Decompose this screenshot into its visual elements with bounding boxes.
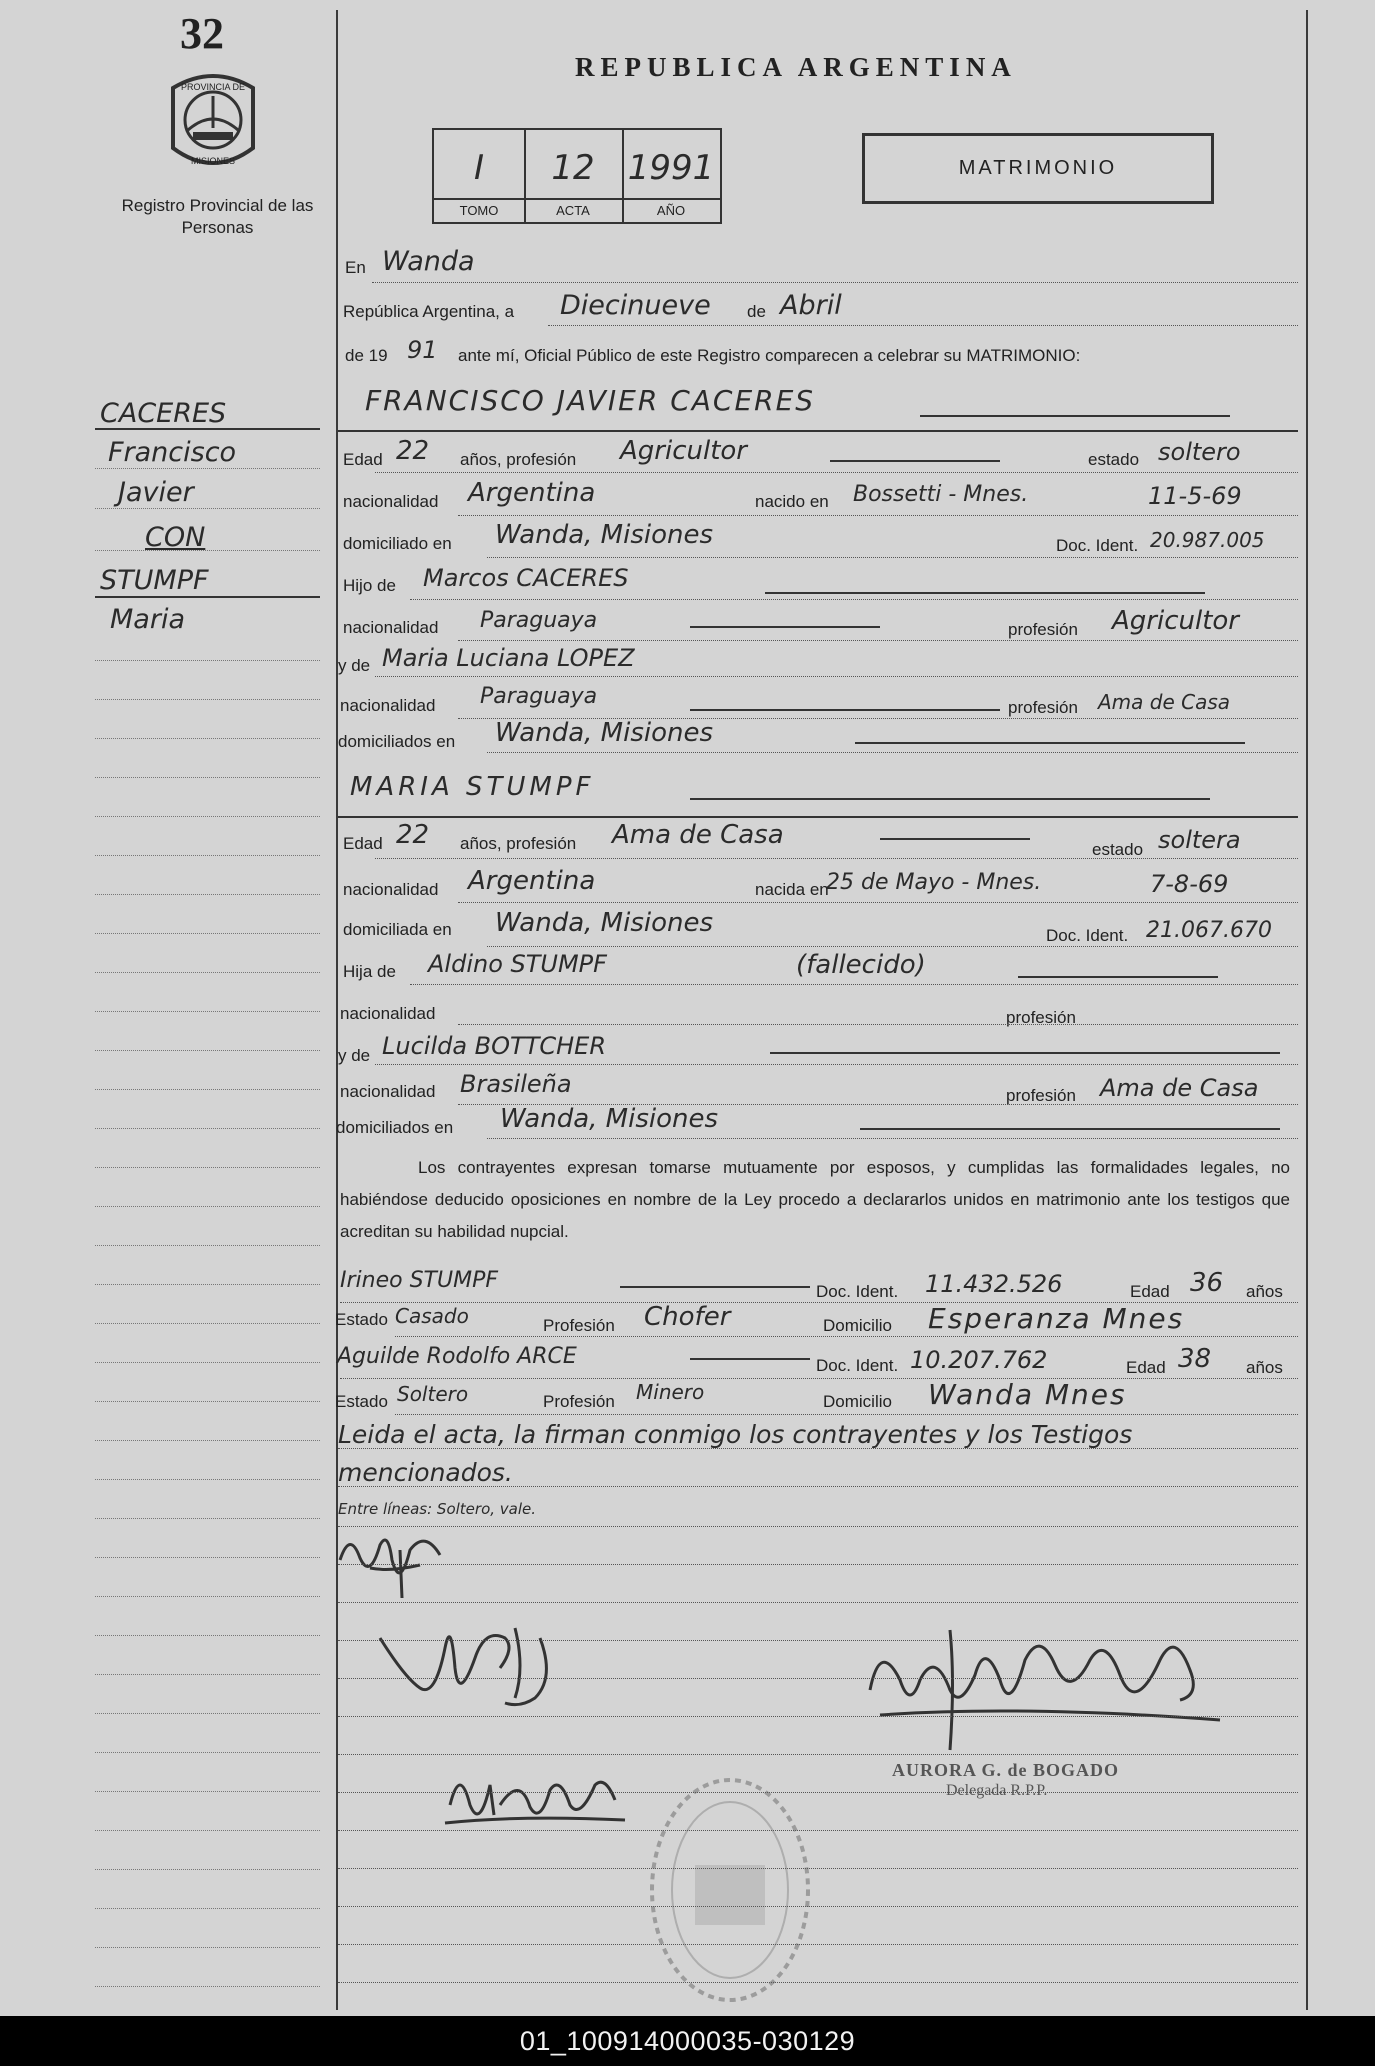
book-reference-box <box>432 128 722 224</box>
groom-profession-label: años, profesión <box>460 450 577 469</box>
groom-nationality-label: nacionalidad <box>343 492 439 511</box>
groom-father-nationality: Paraguaya <box>480 608 598 633</box>
margin-ruled-line <box>95 894 320 895</box>
margin-ruled-line <box>95 855 320 856</box>
margin-surname-bride: STUMPF <box>100 565 209 596</box>
groom-mother-nationality: Paraguaya <box>480 684 598 709</box>
ruled-line <box>338 1526 1298 1527</box>
ruled-line <box>338 1640 1298 1641</box>
margin-ruled-line <box>95 1011 320 1012</box>
ruled-line <box>338 1944 1298 1945</box>
margin-ruled-line <box>95 1986 320 1987</box>
witness2-status: Soltero <box>397 1382 469 1406</box>
margin-ruled-line <box>95 1440 320 1441</box>
groom-mother-profession-label: profesión <box>1008 698 1078 717</box>
bride-name: MARIA STUMPF <box>350 772 595 802</box>
bride-father: Aldino STUMPF <box>428 950 607 978</box>
de-label: de <box>747 302 766 321</box>
witness1-status-label: Estado <box>335 1310 388 1329</box>
declaration-text: Los contrayentes expresan tomarse mutuamente por esposos, y cumplidas las formalidades legales, no habiéndose deducido oposiciones en nombre de la Ley procedo a declararlos unidos en matrimonio ante los testigos que acreditan su habilidad nupcial. <box>340 1158 1290 1241</box>
margin-ruled-line <box>95 933 320 934</box>
margin-ruled-line <box>95 1713 320 1714</box>
margin-ruled-line <box>95 699 320 700</box>
act-type-box: MATRIMONIO <box>862 133 1214 204</box>
margin-middlename-groom: Javier <box>118 477 194 508</box>
groom-mother-nationality-label: nacionalidad <box>340 696 436 715</box>
year-suffix: 91 <box>407 336 438 364</box>
groom-doc: 20.987.005 <box>1150 528 1265 552</box>
bride-status: soltera <box>1158 826 1241 854</box>
witness2-address: Wanda Mnes <box>928 1378 1127 1411</box>
place-value: Wanda <box>382 246 475 277</box>
groom-father: Marcos CACERES <box>423 564 629 592</box>
bride-birthplace-label: nacida en <box>755 880 829 899</box>
margin-ruled-line <box>95 777 320 778</box>
groom-mother-label: y de <box>338 656 371 675</box>
margin-ruled-line <box>95 1284 320 1285</box>
witness2-address-label: Domicilio <box>823 1392 892 1411</box>
bride-nationality-label: nacionalidad <box>343 880 439 899</box>
tomo-label: TOMO <box>434 198 524 218</box>
witness2-name: Aguilde Rodolfo ARCE <box>337 1344 577 1369</box>
groom-age-label: Edad <box>343 450 383 469</box>
signature-note: Entre líneas: Soltero, vale. <box>338 1500 537 1518</box>
groom-father-nationality-label: nacionalidad <box>343 618 439 637</box>
margin-surname-groom: CACERES <box>100 398 227 429</box>
anio-label: AÑO <box>622 198 720 218</box>
witness1-age-label: Edad <box>1130 1282 1170 1301</box>
signature-bride <box>365 1608 575 1718</box>
bride-father-profession-label: profesión <box>1006 1008 1076 1027</box>
month-value: Abril <box>780 290 842 321</box>
ruled-line <box>338 1754 1298 1755</box>
anio-value: 1991 <box>627 148 715 188</box>
acta-value: 12 <box>551 148 595 188</box>
margin-ruled-line <box>95 1050 320 1051</box>
tomo-value: I <box>473 148 485 188</box>
ruled-line <box>338 1982 1298 1983</box>
republica-label: República Argentina, a <box>343 302 515 321</box>
witness1-doc: 11.432.526 <box>925 1270 1063 1298</box>
margin-ruled-line <box>95 1245 320 1246</box>
en-label: En <box>345 258 366 277</box>
seal-bottom-text: MISIONES <box>190 156 236 166</box>
witness1-age: 36 <box>1190 1268 1224 1298</box>
margin-ruled-line <box>95 738 320 739</box>
bride-profession: Ama de Casa <box>612 820 784 850</box>
footer-bar <box>0 2016 1375 2066</box>
ruled-line <box>338 1906 1298 1907</box>
ruled-line <box>338 1602 1298 1603</box>
closing-note: Leida el acta, la firman conmigo los contrayentes y los Testigos mencionados. <box>338 1420 1133 1487</box>
bride-father-note: (fallecido) <box>796 950 926 980</box>
margin-ruled-line <box>95 660 320 661</box>
margin-ruled-line <box>95 1167 320 1168</box>
footer-id: 01_100914000035-030129 <box>519 2026 856 2056</box>
signature-groom <box>330 1510 470 1600</box>
official-name: AURORA G. de BOGADO <box>892 1760 1120 1780</box>
country-title: REPUBLICA ARGENTINA <box>575 52 1017 82</box>
signature-witness <box>430 1745 640 1835</box>
witness2-status-label: Estado <box>335 1392 388 1411</box>
groom-address: Wanda, Misiones <box>495 520 714 550</box>
margin-ruled-line <box>95 1557 320 1558</box>
bride-father-nationality-label: nacionalidad <box>340 1004 436 1023</box>
bride-profession-label: años, profesión <box>460 834 577 853</box>
ruled-line <box>338 1792 1298 1793</box>
bride-age: 22 <box>396 820 430 850</box>
bride-age-label: Edad <box>343 834 383 853</box>
margin-ruled-line <box>95 1401 320 1402</box>
groom-parents-address: Wanda, Misiones <box>495 718 714 748</box>
bride-birthplace: 25 de Mayo - Mnes. <box>826 870 1042 895</box>
margin-ruled-line <box>95 1635 320 1636</box>
margin-ruled-line <box>95 1362 320 1363</box>
margin-ruled-line <box>95 972 320 973</box>
registry-name: Registro Provincial de las Personas <box>121 196 314 237</box>
margin-ruled-line <box>95 1518 320 1519</box>
bride-mother-nationality: Brasileña <box>460 1070 572 1098</box>
witness2-years-label: años <box>1246 1358 1283 1377</box>
witness1-doc-label: Doc. Ident. <box>816 1282 899 1301</box>
bride-parents-address: Wanda, Misiones <box>500 1104 719 1134</box>
groom-father-profession: Agricultor <box>1112 606 1239 636</box>
page-number: 32 <box>180 9 224 58</box>
groom-parents-address-label: domiciliados en <box>338 732 456 751</box>
bride-father-label: Hija de <box>343 962 396 981</box>
witness1-profession-label: Profesión <box>543 1316 615 1335</box>
acta-label: ACTA <box>524 198 622 218</box>
signature-official <box>860 1620 1240 1760</box>
ruled-line <box>338 1868 1298 1869</box>
bride-parents-address-label: domiciliados en <box>336 1118 454 1137</box>
witness2-age-label: Edad <box>1126 1358 1166 1377</box>
bride-doc: 21.067.670 <box>1146 918 1272 943</box>
bride-mother-nationality-label: nacionalidad <box>340 1082 436 1101</box>
bride-mother-profession-label: profesión <box>1006 1086 1076 1105</box>
groom-birthplace: Bossetti - Mnes. <box>853 482 1029 507</box>
margin-ruled-line <box>95 816 320 817</box>
margin-divider <box>336 10 338 2010</box>
right-border <box>1306 10 1308 2010</box>
witness2-doc-label: Doc. Ident. <box>816 1356 899 1375</box>
groom-mother-profession: Ama de Casa <box>1098 690 1231 714</box>
margin-ruled-line <box>95 1674 320 1675</box>
bride-mother-label: y de <box>338 1046 371 1065</box>
margin-ruled-line <box>95 1908 320 1909</box>
margin-ruled-line <box>95 1869 320 1870</box>
groom-doc-label: Doc. Ident. <box>1056 536 1139 555</box>
margin-ruled-line <box>95 1206 320 1207</box>
bride-mother-profession: Ama de Casa <box>1100 1074 1259 1102</box>
groom-birthplace-label: nacido en <box>755 492 829 511</box>
witness1-profession: Chofer <box>644 1302 731 1332</box>
witness1-address-label: Domicilio <box>823 1316 892 1335</box>
groom-father-label: Hijo de <box>343 576 396 595</box>
margin-ruled-line <box>95 1791 320 1792</box>
margin-ruled-line <box>95 1089 320 1090</box>
appearance-statement: ante mí, Oficial Público de este Registro comparecen a celebrar su MATRIMONIO: <box>458 346 1081 365</box>
ruled-line <box>338 1678 1298 1679</box>
groom-status-label: estado <box>1088 450 1140 469</box>
year-prefix: de 19 <box>345 346 388 365</box>
bride-birthdate: 7-8-69 <box>1150 870 1229 898</box>
margin-ruled-line <box>95 1479 320 1480</box>
witness2-age: 38 <box>1178 1344 1212 1374</box>
province-seal-icon <box>163 68 263 180</box>
bride-doc-label: Doc. Ident. <box>1046 926 1129 945</box>
seal-top-text: PROVINCIA DE <box>180 82 246 92</box>
witness2-profession-label: Profesión <box>543 1392 615 1411</box>
groom-profession: Agricultor <box>620 436 747 466</box>
official-stamp-icon <box>640 1770 820 2010</box>
bride-nationality: Argentina <box>468 866 596 896</box>
margin-firstname-bride: Maria <box>110 604 185 635</box>
groom-mother: Maria Luciana LOPEZ <box>382 644 635 672</box>
witness2-profession: Minero <box>636 1380 705 1404</box>
bride-mother: Lucilda BOTTCHER <box>382 1032 607 1060</box>
witness1-name: Irineo STUMPF <box>340 1268 498 1293</box>
official-title: Delegada R.P.P. <box>946 1782 1048 1799</box>
witness1-address: Esperanza Mnes <box>928 1302 1185 1335</box>
margin-ruled-line <box>95 1596 320 1597</box>
bride-address: Wanda, Misiones <box>495 908 714 938</box>
margin-ruled-line <box>95 1752 320 1753</box>
ruled-line <box>338 1830 1298 1831</box>
margin-ruled-line <box>95 1323 320 1324</box>
margin-ruled-line <box>95 1128 320 1129</box>
witness2-doc: 10.207.762 <box>910 1346 1048 1374</box>
bride-status-label: estado <box>1092 840 1144 859</box>
ruled-line <box>338 1716 1298 1717</box>
day-value: Diecinueve <box>560 290 711 321</box>
ruled-line <box>338 1564 1298 1565</box>
bride-address-label: domiciliada en <box>343 920 452 939</box>
groom-status: soltero <box>1158 438 1241 466</box>
groom-address-label: domiciliado en <box>343 534 452 553</box>
witness1-status: Casado <box>395 1304 469 1328</box>
groom-name: FRANCISCO JAVIER CACERES <box>365 384 816 417</box>
groom-father-profession-label: profesión <box>1008 620 1078 639</box>
witness1-years-label: años <box>1246 1282 1283 1301</box>
margin-connector: CON <box>145 522 206 553</box>
margin-ruled-line <box>95 1830 320 1831</box>
margin-ruled-line <box>95 1947 320 1948</box>
groom-birthdate: 11-5-69 <box>1148 482 1242 510</box>
groom-nationality: Argentina <box>468 478 596 508</box>
groom-age: 22 <box>396 436 430 466</box>
margin-firstname-groom: Francisco <box>108 437 237 468</box>
